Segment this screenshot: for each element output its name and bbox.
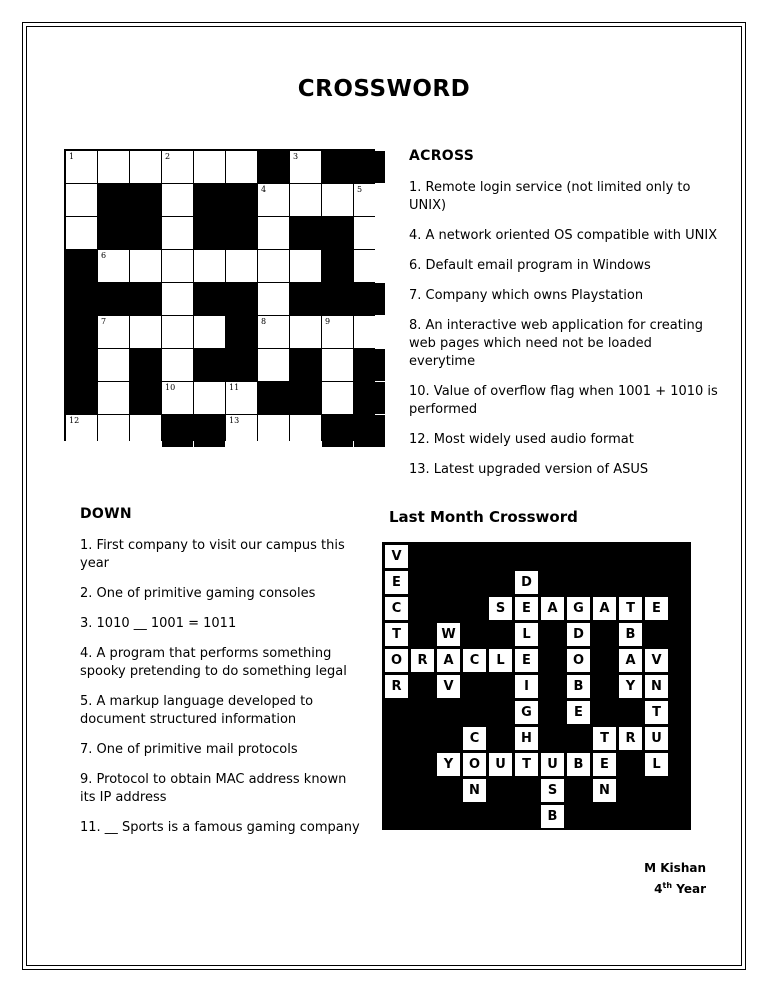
- crossword-cell[interactable]: [162, 382, 193, 414]
- author-name: M Kishan: [644, 861, 706, 875]
- solution-letter-cell: W: [437, 623, 460, 646]
- crossword-block: [226, 316, 257, 348]
- crossword-cell[interactable]: [322, 382, 353, 414]
- crossword-block: [194, 415, 225, 447]
- solution-letter-cell: V: [437, 675, 460, 698]
- clue-number: 7: [101, 317, 107, 326]
- solution-block: [463, 571, 486, 594]
- crossword-block: [322, 250, 353, 282]
- author-year: [644, 877, 706, 898]
- crossword-cell[interactable]: [98, 151, 129, 183]
- crossword-cell[interactable]: [98, 316, 129, 348]
- crossword-block: [66, 382, 97, 414]
- crossword-block: [130, 382, 161, 414]
- solution-block: [541, 623, 564, 646]
- crossword-cell[interactable]: [130, 151, 161, 183]
- solution-letter-cell: A: [619, 649, 642, 672]
- crossword-cell[interactable]: [194, 316, 225, 348]
- solution-block: [567, 727, 590, 750]
- crossword-cell[interactable]: [162, 349, 193, 381]
- crossword-cell[interactable]: [226, 151, 257, 183]
- crossword-block: [162, 415, 193, 447]
- crossword-cell[interactable]: [290, 250, 321, 282]
- solution-block: [593, 571, 616, 594]
- crossword-cell[interactable]: [258, 250, 289, 282]
- crossword-block: [226, 217, 257, 249]
- solution-letter-cell: B: [541, 805, 564, 828]
- solution-block: [489, 623, 512, 646]
- solution-block: [437, 597, 460, 620]
- author-block: [644, 860, 706, 898]
- solution-block: [489, 727, 512, 750]
- crossword-cell[interactable]: [290, 415, 321, 447]
- solution-block: [567, 571, 590, 594]
- crossword-cell[interactable]: [290, 151, 321, 183]
- solution-letter-cell: A: [593, 597, 616, 620]
- down-clues: [80, 505, 360, 873]
- crossword-cell[interactable]: [162, 184, 193, 216]
- crossword-cell[interactable]: [354, 250, 385, 282]
- solution-block: [385, 701, 408, 724]
- crossword-block: [130, 217, 161, 249]
- solution-block: [385, 753, 408, 776]
- crossword-grid: [64, 149, 375, 441]
- solution-block: [411, 753, 434, 776]
- solution-block: [489, 675, 512, 698]
- crossword-cell[interactable]: [66, 217, 97, 249]
- solution-letter-cell: T: [645, 701, 668, 724]
- across-clue: 1. Remote login service (not limited only to UNIX): [409, 180, 691, 213]
- solution-block: [541, 571, 564, 594]
- crossword-block: [290, 382, 321, 414]
- down-clue: 9. Protocol to obtain MAC address known its IP address: [80, 772, 347, 805]
- solution-block: [411, 623, 434, 646]
- crossword-cell[interactable]: [66, 415, 97, 447]
- solution-block: [411, 675, 434, 698]
- solution-block: [541, 649, 564, 672]
- solution-block: [515, 545, 538, 568]
- solution-letter-cell: N: [463, 779, 486, 802]
- crossword-block: [354, 283, 385, 315]
- solution-letter-cell: V: [645, 649, 668, 672]
- crossword-cell[interactable]: [194, 151, 225, 183]
- solution-block: [489, 571, 512, 594]
- down-clue: 2. One of primitive gaming consoles: [80, 586, 316, 601]
- crossword-cell[interactable]: [258, 217, 289, 249]
- crossword-block: [130, 349, 161, 381]
- crossword-block: [322, 151, 353, 183]
- solution-block: [593, 545, 616, 568]
- crossword-cell[interactable]: [226, 382, 257, 414]
- solution-block: [593, 701, 616, 724]
- solution-block: [437, 571, 460, 594]
- crossword-block: [354, 382, 385, 414]
- crossword-cell[interactable]: [290, 316, 321, 348]
- solution-letter-cell: T: [593, 727, 616, 750]
- crossword-block: [66, 349, 97, 381]
- down-heading: DOWN: [80, 506, 132, 522]
- down-clue: 5. A markup language developed to document structured information: [80, 694, 314, 727]
- crossword-block: [194, 283, 225, 315]
- solution-block: [411, 597, 434, 620]
- crossword-block: [226, 283, 257, 315]
- crossword-cell[interactable]: [354, 184, 385, 216]
- solution-block: [593, 675, 616, 698]
- crossword-cell[interactable]: [354, 217, 385, 249]
- solution-block: [489, 701, 512, 724]
- crossword-cell[interactable]: [162, 250, 193, 282]
- solution-letter-cell: T: [385, 623, 408, 646]
- solution-letter-cell: H: [515, 727, 538, 750]
- solution-block: [437, 545, 460, 568]
- crossword-block: [98, 283, 129, 315]
- crossword-cell[interactable]: [130, 316, 161, 348]
- solution-block: [645, 545, 668, 568]
- crossword-block: [290, 217, 321, 249]
- clue-number: 2: [165, 152, 171, 161]
- crossword-cell[interactable]: [258, 316, 289, 348]
- solution-block: [593, 649, 616, 672]
- solution-letter-cell: R: [411, 649, 434, 672]
- solution-letter-cell: E: [515, 649, 538, 672]
- solution-letter-cell: C: [463, 727, 486, 750]
- crossword-block: [322, 415, 353, 447]
- page-title: CROSSWORD: [297, 76, 471, 102]
- across-clue: 10. Value of overflow flag when 1001 + 1010 is performed: [409, 384, 718, 417]
- solution-block: [619, 779, 642, 802]
- solution-block: [437, 805, 460, 828]
- clue-number: 8: [261, 317, 267, 326]
- crossword-cell[interactable]: [130, 415, 161, 447]
- solution-letter-cell: Y: [437, 753, 460, 776]
- crossword-cell[interactable]: [98, 382, 129, 414]
- solution-block: [593, 805, 616, 828]
- crossword-block: [130, 283, 161, 315]
- solution-block: [385, 779, 408, 802]
- crossword-block: [194, 217, 225, 249]
- solution-block: [593, 623, 616, 646]
- clue-number: 10: [165, 383, 176, 392]
- solution-letter-cell: A: [437, 649, 460, 672]
- down-clue: 7. One of primitive mail protocols: [80, 742, 298, 757]
- crossword-block: [290, 283, 321, 315]
- solution-letter-cell: B: [619, 623, 642, 646]
- crossword-block: [354, 151, 385, 183]
- clue-number: 9: [325, 317, 331, 326]
- crossword-block: [354, 349, 385, 381]
- clue-number: 3: [293, 152, 299, 161]
- crossword-cell[interactable]: [162, 283, 193, 315]
- solution-letter-cell: Y: [619, 675, 642, 698]
- solution-block: [541, 727, 564, 750]
- down-clue: 3. 1010 __ 1001 = 1011: [80, 616, 237, 631]
- crossword-block: [130, 184, 161, 216]
- crossword-cell[interactable]: [322, 316, 353, 348]
- across-clue: 6. Default email program in Windows: [409, 258, 651, 273]
- solution-letter-cell: T: [515, 753, 538, 776]
- crossword-cell[interactable]: [162, 316, 193, 348]
- crossword-cell[interactable]: [98, 349, 129, 381]
- across-clue: 8. An interactive web application for creating web pages which need not be loaded everytime: [409, 318, 703, 369]
- solution-letter-cell: E: [385, 571, 408, 594]
- author-year-number: 4: [654, 882, 663, 896]
- down-clue: 1. First company to visit our campus this year: [80, 538, 345, 571]
- across-clue: 7. Company which owns Playstation: [409, 288, 644, 303]
- solution-block: [515, 805, 538, 828]
- solution-block: [645, 779, 668, 802]
- solution-block: [541, 701, 564, 724]
- solution-block: [619, 701, 642, 724]
- crossword-cell[interactable]: [194, 382, 225, 414]
- solution-block: [437, 727, 460, 750]
- solution-block: [619, 545, 642, 568]
- solution-block: [411, 727, 434, 750]
- solution-letter-cell: S: [541, 779, 564, 802]
- clue-number: 5: [357, 185, 363, 194]
- crossword-block: [226, 349, 257, 381]
- crossword-cell[interactable]: [322, 349, 353, 381]
- solution-letter-cell: E: [593, 753, 616, 776]
- crossword-cell[interactable]: [226, 415, 257, 447]
- crossword-cell[interactable]: [66, 184, 97, 216]
- solution-block: [489, 545, 512, 568]
- solution-letter-cell: B: [567, 753, 590, 776]
- solution-letter-cell: O: [385, 649, 408, 672]
- solution-block: [463, 545, 486, 568]
- across-clue: 13. Latest upgraded version of ASUS: [409, 462, 649, 477]
- author-year-suffix: th: [662, 881, 673, 890]
- solution-letter-cell: L: [489, 649, 512, 672]
- solution-letter-cell: S: [489, 597, 512, 620]
- solution-letter-cell: N: [645, 675, 668, 698]
- clue-number: 1: [69, 152, 75, 161]
- crossword-cell[interactable]: [194, 250, 225, 282]
- down-clue: 11. __ Sports is a famous gaming company: [80, 820, 360, 835]
- crossword-block: [322, 283, 353, 315]
- crossword-block: [258, 382, 289, 414]
- solution-block: [645, 623, 668, 646]
- solution-block: [411, 545, 434, 568]
- solution-letter-cell: L: [645, 753, 668, 776]
- solution-letter-cell: C: [463, 649, 486, 672]
- crossword-block: [322, 217, 353, 249]
- solution-block: [437, 779, 460, 802]
- solution-block: [463, 805, 486, 828]
- solution-block: [411, 701, 434, 724]
- crossword-block: [98, 184, 129, 216]
- crossword-cell[interactable]: [258, 283, 289, 315]
- crossword-cell[interactable]: [98, 250, 129, 282]
- solution-block: [463, 597, 486, 620]
- across-heading: ACROSS: [409, 148, 475, 164]
- crossword-cell[interactable]: [258, 184, 289, 216]
- solution-block: [411, 805, 434, 828]
- solution-letter-cell: U: [489, 753, 512, 776]
- solution-block: [567, 779, 590, 802]
- crossword-cell[interactable]: [354, 316, 385, 348]
- clue-number: 13: [229, 416, 240, 425]
- crossword-block: [290, 349, 321, 381]
- solution-block: [645, 571, 668, 594]
- crossword-cell[interactable]: [98, 415, 129, 447]
- solution-letter-cell: G: [515, 701, 538, 724]
- crossword-cell[interactable]: [322, 184, 353, 216]
- solution-block: [463, 675, 486, 698]
- solution-letter-cell: E: [645, 597, 668, 620]
- solution-letter-cell: D: [567, 623, 590, 646]
- crossword-cell[interactable]: [162, 217, 193, 249]
- down-clue: 4. A program that performs something spooky pretending to do something legal: [80, 646, 347, 679]
- solution-block: [385, 727, 408, 750]
- solution-block: [489, 805, 512, 828]
- crossword-block: [354, 415, 385, 447]
- crossword-block: [226, 184, 257, 216]
- solution-letter-cell: R: [385, 675, 408, 698]
- solution-block: [385, 805, 408, 828]
- crossword-cell[interactable]: [162, 151, 193, 183]
- solution-block: [541, 675, 564, 698]
- crossword-block: [66, 283, 97, 315]
- clue-number: 12: [69, 416, 80, 425]
- across-clue: 12. Most widely used audio format: [409, 432, 634, 447]
- solution-letter-cell: U: [541, 753, 564, 776]
- solution-letter-cell: O: [567, 649, 590, 672]
- crossword-block: [194, 349, 225, 381]
- solution-letter-cell: A: [541, 597, 564, 620]
- solution-block: [489, 779, 512, 802]
- solution-letter-cell: R: [619, 727, 642, 750]
- solution-block: [619, 753, 642, 776]
- solution-letter-cell: E: [567, 701, 590, 724]
- solution-letter-cell: I: [515, 675, 538, 698]
- solution-letter-cell: C: [385, 597, 408, 620]
- solution-letter-cell: D: [515, 571, 538, 594]
- crossword-cell[interactable]: [130, 250, 161, 282]
- solution-block: [463, 623, 486, 646]
- solution-letter-cell: V: [385, 545, 408, 568]
- crossword-cell[interactable]: [226, 250, 257, 282]
- solution-letter-cell: B: [567, 675, 590, 698]
- crossword-cell[interactable]: [258, 349, 289, 381]
- across-clue: 4. A network oriented OS compatible with UNIX: [409, 228, 718, 243]
- crossword-block: [98, 217, 129, 249]
- last-month-solution-grid: [382, 542, 691, 830]
- crossword-cell[interactable]: [258, 415, 289, 447]
- solution-block: [567, 805, 590, 828]
- solution-block: [645, 805, 668, 828]
- solution-letter-cell: L: [515, 623, 538, 646]
- solution-letter-cell: T: [619, 597, 642, 620]
- solution-block: [619, 571, 642, 594]
- solution-block: [515, 779, 538, 802]
- solution-block: [567, 545, 590, 568]
- solution-block: [541, 545, 564, 568]
- across-clues: [409, 147, 719, 493]
- crossword-cell[interactable]: [290, 184, 321, 216]
- solution-letter-cell: E: [515, 597, 538, 620]
- crossword-block: [66, 250, 97, 282]
- last-month-title: Last Month Crossword: [389, 508, 578, 526]
- crossword-cell[interactable]: [66, 151, 97, 183]
- solution-letter-cell: U: [645, 727, 668, 750]
- crossword-block: [194, 184, 225, 216]
- solution-block: [411, 779, 434, 802]
- solution-letter-cell: O: [463, 753, 486, 776]
- crossword-block: [66, 316, 97, 348]
- clue-number: 4: [261, 185, 267, 194]
- crossword-block: [258, 151, 289, 183]
- solution-block: [619, 805, 642, 828]
- solution-block: [437, 701, 460, 724]
- solution-block: [463, 701, 486, 724]
- solution-block: [411, 571, 434, 594]
- clue-number: 6: [101, 251, 107, 260]
- solution-letter-cell: N: [593, 779, 616, 802]
- clue-number: 11: [229, 383, 240, 392]
- solution-letter-cell: G: [567, 597, 590, 620]
- author-year-word: Year: [676, 882, 706, 896]
